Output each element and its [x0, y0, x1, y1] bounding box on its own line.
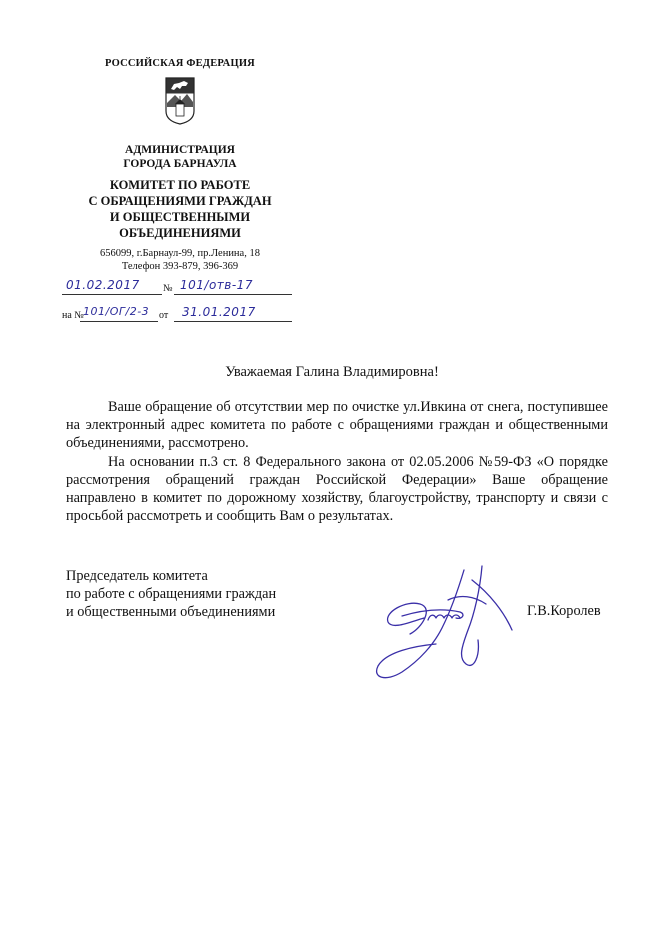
outgoing-date: 01.02.2017	[66, 278, 140, 292]
reference-number: 101/ОГ/2-3	[83, 305, 150, 318]
signatory-title	[66, 567, 276, 621]
reference-label: на №	[62, 310, 84, 321]
committee-line-3: И ОБЩЕСТВЕННЫМИ	[109, 210, 251, 224]
signatory-title-line-2: по работе с обращениями граждан	[66, 586, 277, 602]
number-underline	[174, 294, 292, 295]
body-paragraph-2: На основании п.3 ст. 8 Федерального закона от 02.05.2006 №59-ФЗ «О порядке рассмотрения обращений граждан Российской Федерации» Ваше обращение направлено в комитет по дорожному хозяйству, благоустройству, транспорту и связи с просьбой рассмотреть и сообщить Вам о результатах.	[66, 454, 608, 524]
admin-line-1: АДМИНИСТРАЦИЯ	[125, 144, 235, 156]
committee-line-1: КОМИТЕТ ПО РАБОТЕ	[109, 178, 251, 192]
handwritten-signature	[362, 560, 522, 685]
signatory-title-line-1: Председатель комитета	[66, 568, 208, 584]
date-underline	[62, 294, 162, 295]
outgoing-number: 101/отв-17	[180, 278, 253, 292]
reference-date-label: от	[159, 310, 169, 321]
phone-numbers: Телефон 393-879, 396-369	[121, 261, 239, 272]
postal-address: 656099, г.Барнаул-99, пр.Ленина, 18	[100, 248, 260, 259]
committee-line-4: ОБЪЕДИНЕНИЯМИ	[119, 226, 241, 240]
body-paragraph-1: Ваше обращение об отсутствии мер по очистке ул.Ивкина от снега, поступившее на электронный адрес комитета по работе с обращениями граждан и общественными объединениями, рассмотрено.	[66, 399, 608, 451]
signatory-title-line-3: и общественными объединениями	[66, 604, 276, 620]
number-label: №	[163, 283, 173, 294]
greeting: Уважаемая Галина Владимировна!	[225, 364, 439, 380]
signatory-name: Г.В.Королев	[527, 603, 601, 619]
country-header: РОССИЙСКАЯ ФЕДЕРАЦИЯ	[105, 58, 255, 69]
admin-line-2: ГОРОДА БАРНАУЛА	[123, 158, 237, 170]
committee-name	[40, 177, 320, 241]
administration-name	[40, 143, 320, 171]
city-coat-of-arms-icon	[165, 77, 195, 125]
reference-date-underline	[174, 321, 292, 322]
committee-line-2: С ОБРАЩЕНИЯМИ ГРАЖДАН	[88, 194, 272, 208]
reference-date: 31.01.2017	[182, 305, 256, 319]
reference-underline	[80, 321, 158, 322]
